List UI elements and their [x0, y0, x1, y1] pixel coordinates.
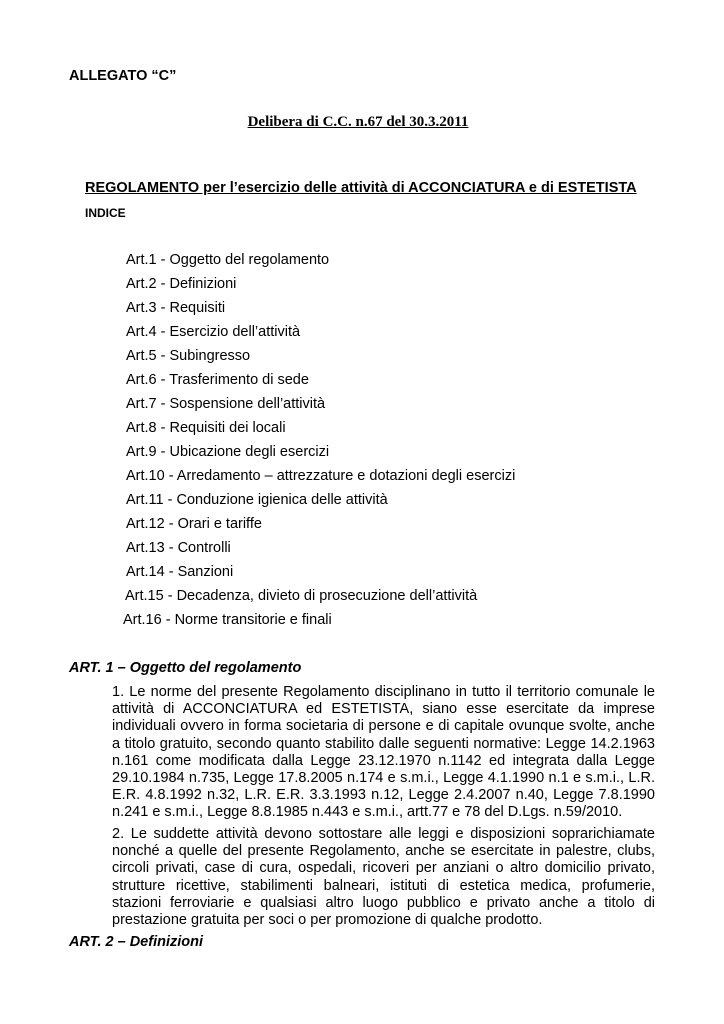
paragraph-line: stazioni ferroviarie e qualsiasi altro luogo pubblico e privato anche a titolo di — [112, 894, 655, 911]
index-item: Art.5 - Subingresso — [126, 348, 251, 364]
delibera-text: Delibera di C.C. n.67 del 30.3.2011 — [247, 114, 469, 130]
paragraph-line: prestazione gratuita per soci o per promozione di qualche prodotto. — [112, 912, 543, 929]
paragraph-line: nonché a quelle del presente Regolamento, anche se esercitate in palestre, clubs, — [112, 843, 655, 860]
index-item: Art.10 - Arredamento – attrezzature e dotazioni degli esercizi — [126, 468, 516, 484]
paragraph-line: circoli privati, case di cura, ospedali, ricoveri per anziani o altro domicilio privato, — [112, 860, 655, 877]
index-item: Art.4 - Esercizio dell’attività — [126, 324, 301, 340]
paragraph-line: 29.10.1984 n.735, Legge 17.8.2005 n.174 e s.m.i., Legge 4.1.1990 n.1 e s.m.i., L.R. — [112, 770, 655, 787]
paragraph-line: 1. Le norme del presente Regolamento disciplinano in tutto il territorio comunale le — [112, 684, 655, 700]
index-item: Art.3 - Requisiti — [126, 300, 226, 316]
article-1-paragraph-1 — [112, 684, 655, 822]
paragraph-line: individuali ovvero in forma societaria di persone e di capitale ovunque svolte, anche — [112, 718, 655, 735]
paragraph-line: E.R. 4.8.1992 n.32, L.R. E.R. 3.3.1993 n.12, Legge 2.4.2007 n.40, Legge 7.8.1990 — [112, 787, 655, 804]
index-item: Art.2 - Definizioni — [126, 276, 237, 292]
document-title: REGOLAMENTO per l’esercizio delle attività di ACCONCIATURA e di ESTETISTA — [85, 180, 637, 196]
paragraph-line: n.161 come modificata dalla Legge 23.12.1970 n.1142 ed integrata dalla Legge — [112, 752, 655, 769]
index-item: Art.14 - Sanzioni — [126, 564, 234, 580]
index-item: Art.6 - Trasferimento di sede — [126, 372, 309, 388]
delibera-reference — [0, 114, 724, 131]
index-item: Art.8 - Requisiti dei locali — [126, 420, 286, 436]
index-item: Art.15 - Decadenza, divieto di prosecuzione dell’attività — [125, 588, 478, 604]
paragraph-line: 2. Le suddette attività devono sottostare alle leggi e disposizioni soprarichiamate — [112, 826, 655, 842]
index-item: Art.12 - Orari e tariffe — [126, 516, 262, 532]
allegato-label: ALLEGATO “C” — [69, 68, 177, 84]
index-item: Art.1 - Oggetto del regolamento — [126, 252, 330, 268]
index-label: INDICE — [85, 206, 126, 220]
index-item: Art.13 - Controlli — [126, 540, 231, 556]
article-1-paragraph-2 — [112, 826, 655, 929]
article-2-heading: ART. 2 – Definizioni — [69, 934, 204, 950]
paragraph-line: a titolo gratuito, secondo quanto stabilito dalle seguenti normative: Legge 14.2.1963 — [112, 735, 655, 752]
index-item: Art.11 - Conduzione igienica delle attività — [126, 492, 388, 508]
article-1-heading: ART. 1 – Oggetto del regolamento — [69, 660, 302, 676]
paragraph-line: attività di ACCONCIATURA ed ESTETISTA, siano esse esercitate da imprese — [112, 701, 655, 718]
paragraph-line: n.241 e s.m.i., Legge 8.8.1985 n.443 e s.m.i., artt.77 e 78 del D.Lgs. n.59/2010. — [112, 804, 623, 821]
index-item: Art.16 - Norme transitorie e finali — [123, 612, 332, 628]
paragraph-line: strutture ricettive, stabilimenti balneari, istituti di estetica medica, profumerie, — [112, 877, 655, 894]
index-item: Art.9 - Ubicazione degli esercizi — [126, 444, 330, 460]
index-item: Art.7 - Sospensione dell’attività — [126, 396, 326, 412]
